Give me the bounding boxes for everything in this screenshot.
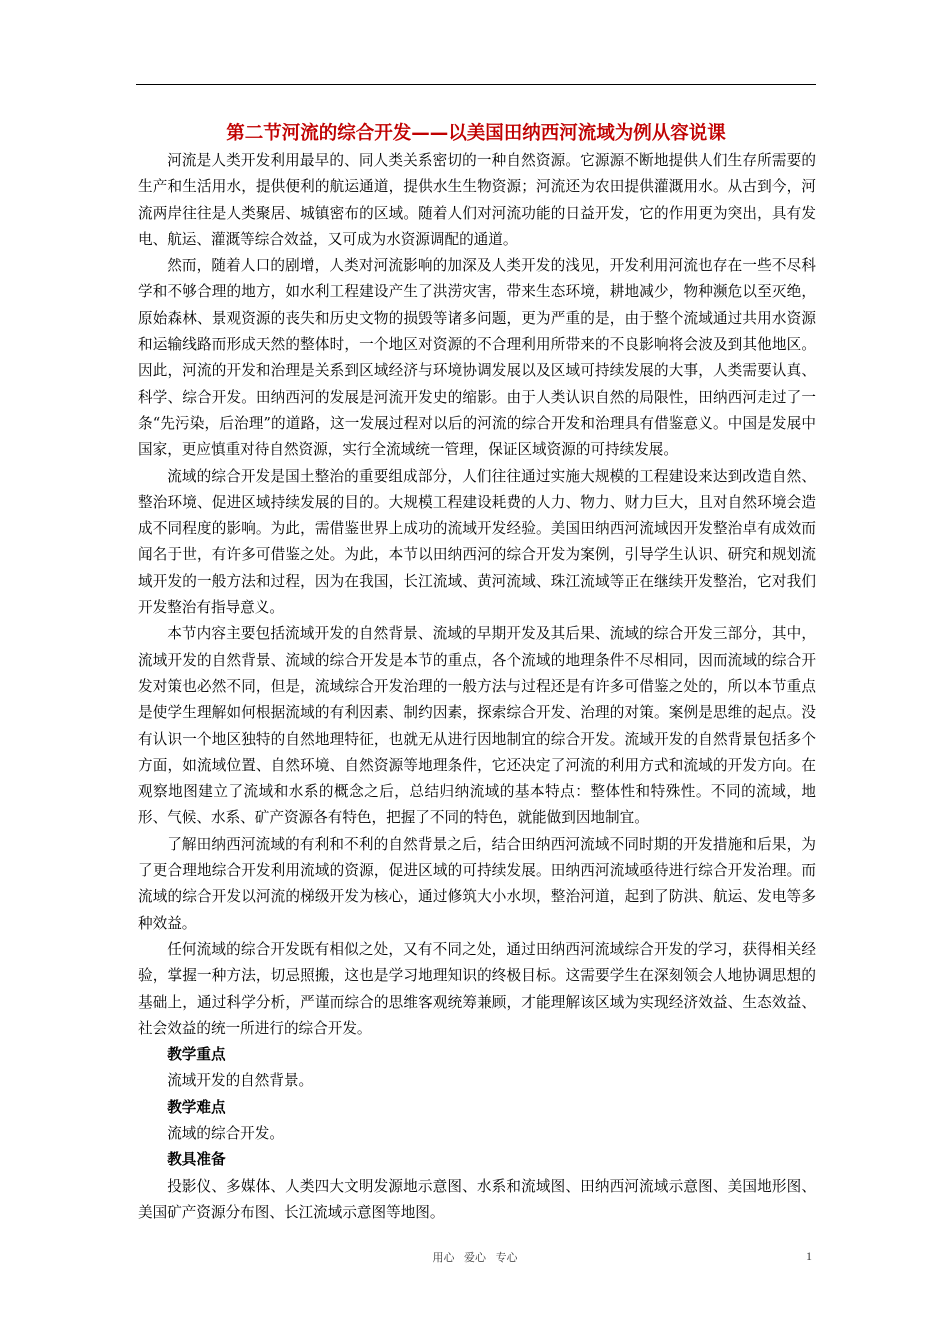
body-paragraph-6: 任何流域的综合开发既有相似之处，又有不同之处，通过田纳西河流域综合开发的学习，获得相关经验，掌握一种方法，切忌照搬，这也是学习地理知识的终极目标。这需要学生在深刻领会人地协调思想的基础上，通过科学分析，严谨而综合的思维客观统筹兼顾，才能理解该区域为实现经济效益、生态效益、社会效益的统一所进行的综合开发。 xyxy=(138,940,816,1037)
section-heading-materials: 教具准备 xyxy=(167,1151,226,1169)
document-body xyxy=(138,148,816,1226)
section-heading-key-points: 教学重点 xyxy=(167,1046,226,1064)
section-heading-difficulties: 教学难点 xyxy=(167,1098,226,1116)
section-body-difficulties: 流域的综合开发。 xyxy=(167,1124,284,1142)
document-title: 第二节河流的综合开发——以美国田纳西河流域为例从容说课 xyxy=(226,123,726,144)
body-paragraph-1: 河流是人类开发利用最早的、同人类关系密切的一种自然资源。它源源不断地提供人们生存所需要的生产和生活用水，提供便利的航运通道，提供水生生物资源；河流还为农田提供灌溉用水。从古到今，河流两岸往往是人类聚居、城镇密布的区域。随着人们对河流功能的日益开发，它的作用更为突出，具有发电、航运、灌溉等综合效益，又可成为水资源调配的通道。 xyxy=(138,152,816,248)
body-paragraph-2: 然而，随着人口的剧增，人类对河流影响的加深及人类开发的浅见，开发利用河流也存在一些不尽科学和不够合理的地方，如水利工程建设产生了洪涝灾害，带来生态环境，耕地减少，物种濒危以至灭绝，原始森林、景观资源的丧失和历史文物的损毁等诸多问题，更为严重的是，由于整个流域通过共用水资源和运输线路而形成天然的整体时，一个地区对资源的不合理利用所带来的不良影响将会波及到其他地区。因此，河流的开发和治理是关系到区域经济与环境协调发展以及区域可持续发展的大事，人类需要认真、科学、综合开发。田纳西河的发展是河流开发史的缩影。由于人类认识自然的局限性，田纳西河走过了一条“先污染，后治理”的道路，这一发展过程对以后的河流的综合开发和治理具有借鉴意义。中国是发展中国家，更应慎重对待自然资源，实行全流域统一管理，保证区域资源的可持续发展。 xyxy=(138,257,816,459)
footer-motto: 用心 爱心 专心 xyxy=(432,1251,518,1264)
body-paragraph-5: 了解田纳西河流域的有利和不利的自然背景之后，结合田纳西河流域不同时期的开发措施和后果，为了更合理地综合开发利用流域的资源，促进区域的可持续发展。田纳西河流域亟待进行综合开发治理。而流域的综合开发以河流的梯级开发为核心，通过修筑大小水坝，整治河道，起到了防洪、航运、发电等多种效益。 xyxy=(138,835,816,932)
body-paragraph-3: 流域的综合开发是国土整治的重要组成部分，人们往往通过实施大规模的工程建设来达到改造自然、整治环境、促进区域持续发展的目的。大规模工程建设耗费的人力、物力、财力巨大，且对自然环境会造成不同程度的影响。为此，需借鉴世界上成功的流域开发经验。美国田纳西河流域因开发整治卓有成效而闻名于世，有许多可借鉴之处。为此，本节以田纳西河的综合开发为案例，引导学生认识、研究和规划流域开发的一般方法和过程，因为在我国，长江流域、黄河流域、珠江流域等正在继续开发整治，它对我们开发整治有指导意义。 xyxy=(138,467,816,617)
section-body-key-points: 流域开发的自然背景。 xyxy=(167,1072,314,1090)
page-number: 1 xyxy=(806,1249,812,1263)
section-body-materials: 投影仪、多媒体、人类四大文明发源地示意图、水系和流域图、田纳西河流域示意图、美国地形图、美国矿产资源分布图、长江流域示意图等地图。 xyxy=(138,1177,816,1221)
body-paragraph-4: 本节内容主要包括流域开发的自然背景、流域的早期开发及其后果、流域的综合开发三部分，其中，流域开发的自然背景、流域的综合开发是本节的重点，各个流域的地理条件不尽相同，因而流域的综合开发对策也必然不同，但是，流域综合开发治理的一般方法与过程还是有许多可借鉴之处的，所以本节重点是使学生理解如何根据流域的有利因素、制约因素，探索综合开发、治理的对策。案例是思维的起点。没有认识一个地区独特的自然地理特征，也就无从进行因地制宜的综合开发。流域开发的自然背景包括多个方面，如流域位置、自然环境、自然资源等地理条件，它还决定了河流的利用方式和流域的开发方向。在观察地图建立了流域和水系的概念之后，总结归纳流域的基本特点：整体性和特殊性。不同的流域，地形、气候、水系、矿产资源各有特色，把握了不同的特色，就能做到因地制宜。 xyxy=(138,625,816,827)
header-rule xyxy=(136,84,816,85)
